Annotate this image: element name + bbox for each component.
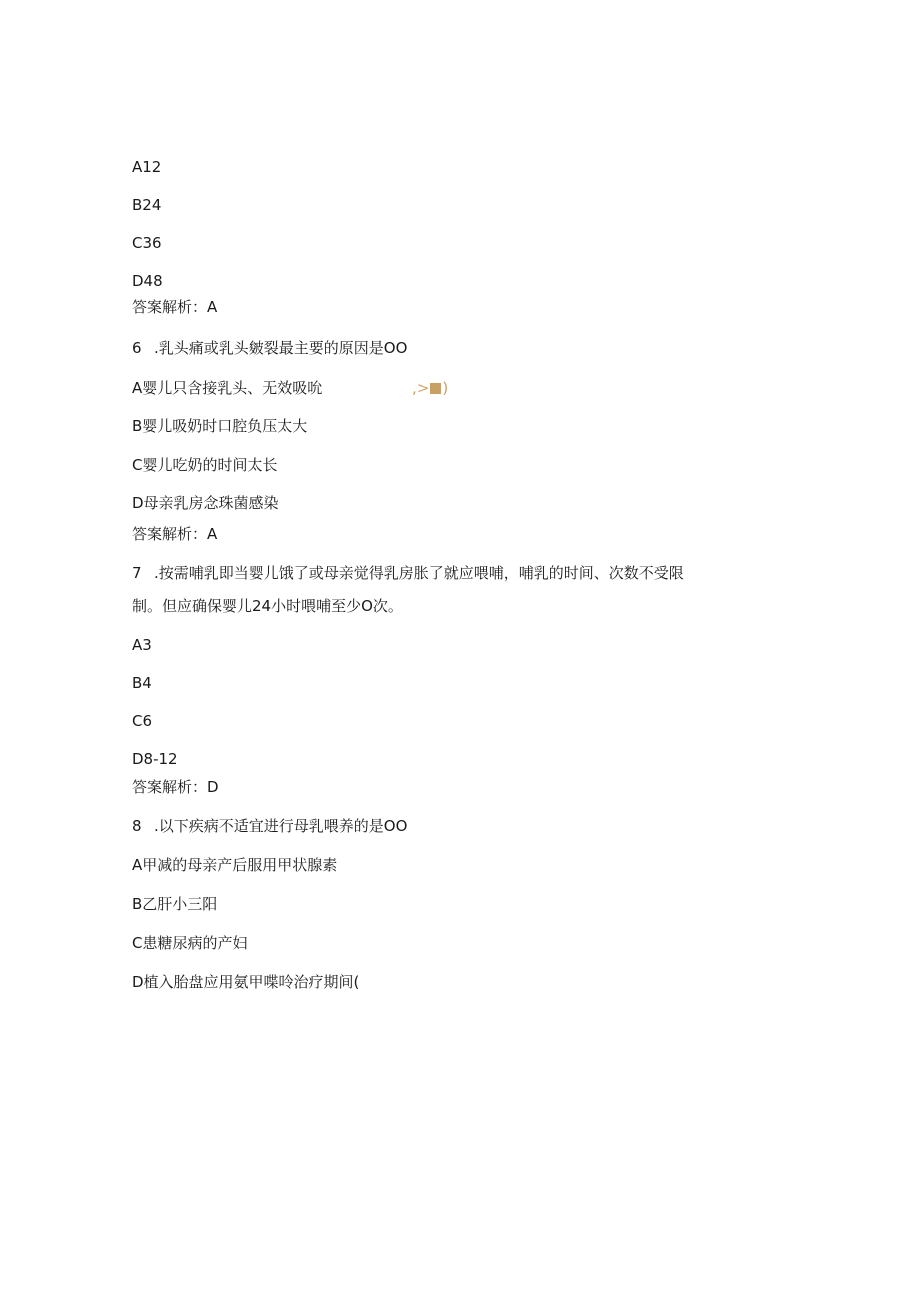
q6-answer: 答案解析：A (132, 525, 218, 543)
q8-number: 8 (132, 817, 142, 835)
stamp-square-icon (430, 383, 441, 394)
q8-option-c: C患糖尿病的产妇 (132, 934, 248, 952)
q7-option-b: B4 (132, 674, 152, 692)
q7-number: 7 (132, 564, 142, 582)
q6-option-d: D母亲乳房念珠菌感染 (132, 494, 279, 512)
stamp-mark-comma: , (412, 379, 417, 397)
q8-option-a: A甲减的母亲产后服用甲状腺素 (132, 856, 338, 874)
q5-answer: 答案解析：A (132, 298, 218, 316)
q7-option-c: C6 (132, 712, 153, 730)
q8-option-b: B乙肝小三阳 (132, 895, 218, 913)
q7-answer: 答案解析：D (132, 778, 219, 796)
q7-stem-text-1: .按需哺乳即当婴儿饿了或母亲觉得乳房胀了就应喂哺，哺乳的时间、次数不受限 (154, 564, 684, 582)
q6-stem-text: .乳头痛或乳头皴裂最主要的原因是OO (154, 339, 408, 357)
stamp-mark-paren: ) (442, 379, 449, 397)
q6-number: 6 (132, 339, 142, 357)
q6-option-b: B婴儿吸奶时口腔负压太大 (132, 417, 308, 435)
q5-option-c: C36 (132, 234, 162, 252)
q7-stem-line1 (132, 563, 684, 583)
stamp-mark (412, 378, 448, 398)
q5-option-b: B24 (132, 196, 162, 214)
q7-option-a: A3 (132, 636, 152, 654)
q8-stem (132, 816, 407, 836)
q6-option-c: C婴儿吃奶的时间太长 (132, 456, 278, 474)
q5-option-a: A12 (132, 158, 162, 176)
q7-option-d: D8-12 (132, 750, 178, 768)
stamp-mark-chevron: > (416, 379, 430, 397)
q6-stem (132, 338, 407, 358)
q6-option-a: A婴儿只含接乳头、无效吸吮 (132, 379, 323, 397)
q5-option-d: D48 (132, 272, 163, 290)
q8-option-d: D植入胎盘应用氨甲喋呤治疗期间( (132, 973, 360, 991)
q8-stem-text: .以下疾病不适宜进行母乳喂养的是OO (154, 817, 408, 835)
q7-stem-line2: 制。但应确保婴儿24小时喂哺至少O次。 (132, 597, 403, 615)
